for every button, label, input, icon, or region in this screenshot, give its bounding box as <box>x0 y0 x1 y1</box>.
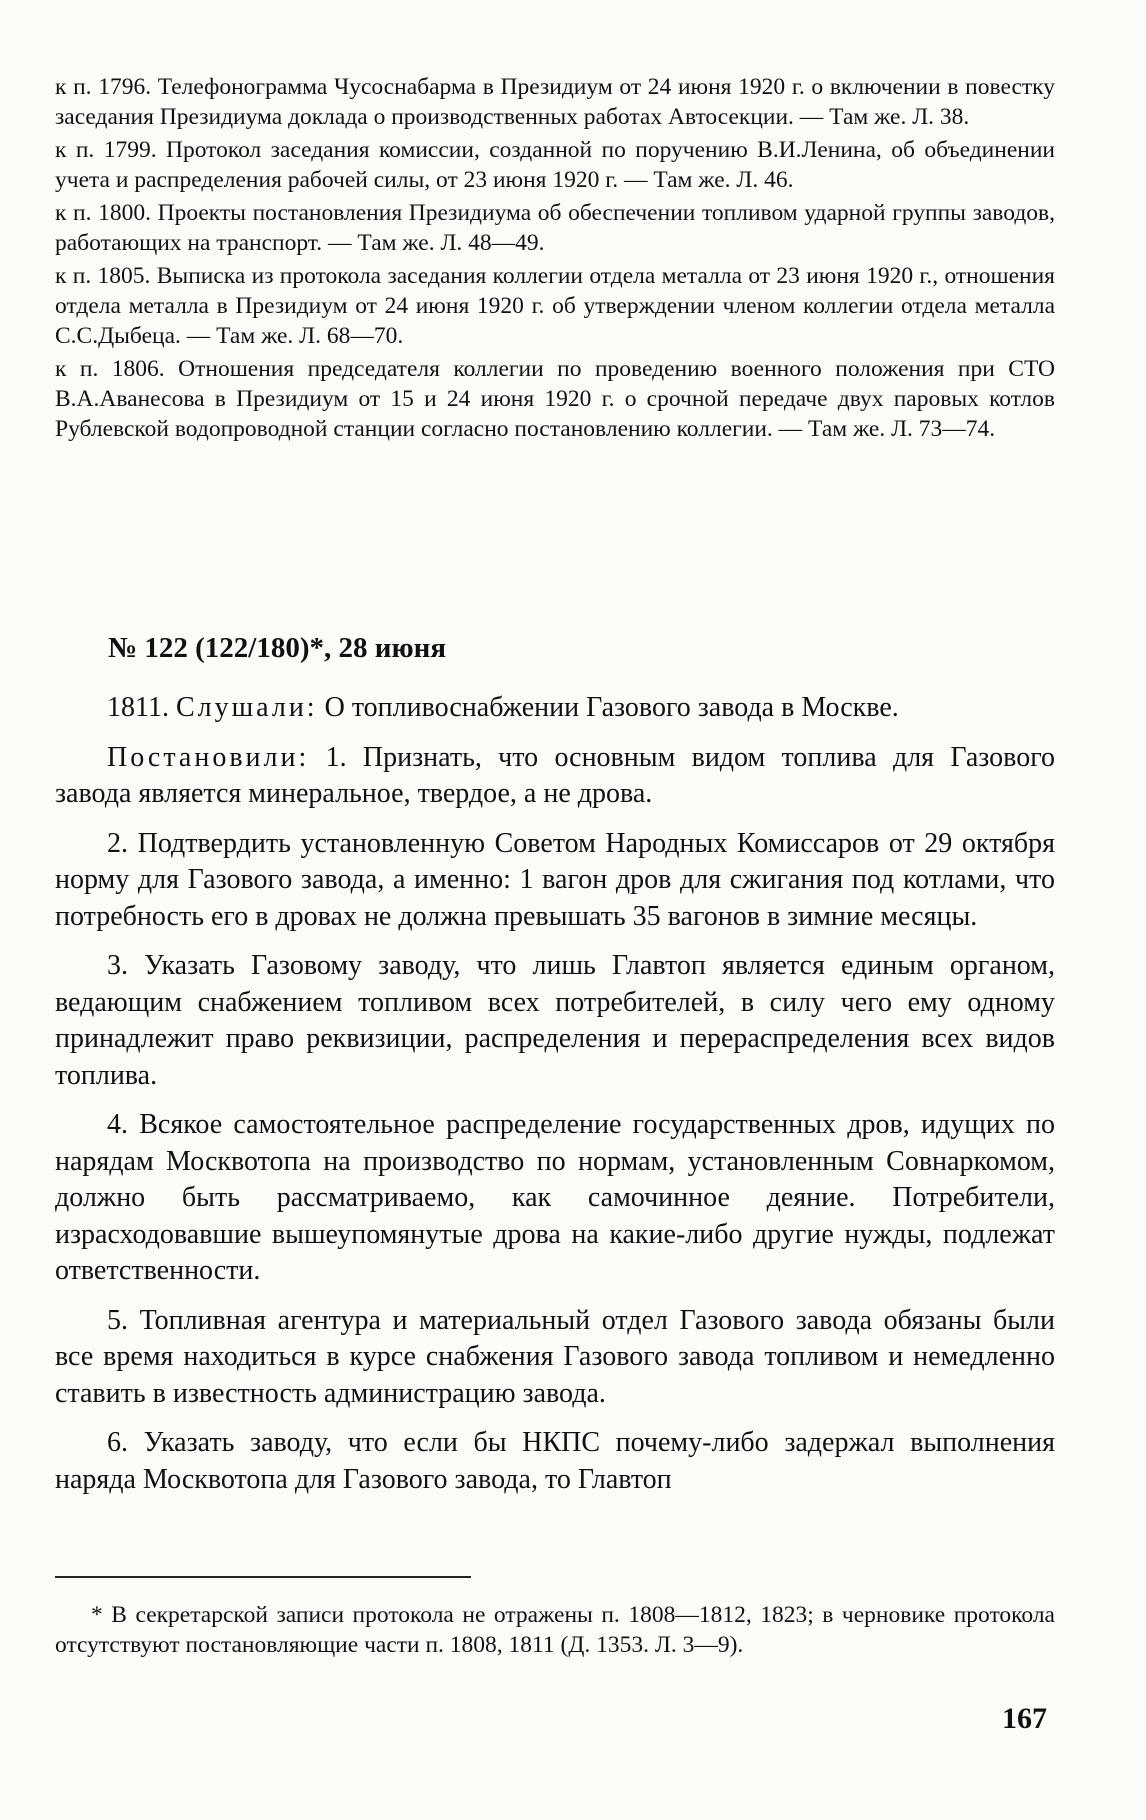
footnote <box>55 1600 1055 1660</box>
archival-note: к п. 1800. Проекты постановления Президиума об обеспечении топливом ударной группы заводов, работающих на транспорт. — Там же. Л. 48—49. <box>55 200 1055 256</box>
heard-label: Слушали: <box>175 692 318 723</box>
protocol-heading: № 122 (122/180)*, 28 июня <box>108 632 447 664</box>
heard-text: О топливоснабжении Газового завода в Москве. <box>324 692 899 723</box>
footnote-text: * В секретарской записи протокола не отражены п. 1808—1812, 1823; в черновике протокола отсутствуют постановляющие части п. 1808, 1811 (Д. 1353. Л. 3—9). <box>55 1602 1055 1658</box>
archival-note: к п. 1799. Протокол заседания комиссии, созданной по поручению В.И.Ленина, об объединении учета и распределения рабочей силы, от 23 июня 1920 г. — Там же. Л. 46. <box>55 137 1055 193</box>
resolved-point: 3. Указать Газовому заводу, что лишь Главтоп является единым органом, ведающим снабжением топливом всех потребителей, в силу чего ему одному принадлежит право реквизиции, распределения и перераспределения всех видов топлива. <box>55 950 1055 1091</box>
resolved-point: 5. Топливная агентура и материальный отдел Газового завода обязаны были все время находиться в курсе снабжения Газового завода топливом и немедленно ставить в известность администрацию завода. <box>55 1304 1055 1409</box>
footnote-divider <box>55 1576 471 1578</box>
resolved-point: 6. Указать заводу, что если бы НКПС почему-либо задержал выполнения наряда Москвотопа для Газового завода, то Главтоп <box>55 1427 1055 1495</box>
resolved-point: 1. Признать, что основным видом топлива для Газового завода является минеральное, твердое, а не дрова. <box>55 741 1055 809</box>
archival-note: к п. 1796. Телефонограмма Чусоснабарма в Президиум от 24 июня 1920 г. о включении в повестку заседания Президиума доклада о производственных работах Автосекции. — Там же. Л. 38. <box>55 74 1055 130</box>
archival-note: к п. 1806. Отношения председателя коллегии по проведению военного положения при СТО В.А.Аванесова в Президиум от 15 и 24 июня 1920 г. о срочной передаче двух паровых котлов Рублевской водопроводной станции согласно постановлению коллегии. — Там же. Л. 73—74. <box>55 356 1055 442</box>
archival-note: к п. 1805. Выписка из протокола заседания коллегии отдела металла от 23 июня 1920 г., отношения отдела металла в Президиум от 24 июня 1920 г. об утверждении членом коллегии отдела металла С.С.Дыбеца. — Там же. Л. 68—70. <box>55 263 1055 349</box>
resolved-point: 2. Подтвердить установленную Советом Народных Комиссаров от 29 октября норму для Газового завода, а именно: 1 вагон дров для сжигания под котлами, что потребность его в дровах не должна превышать 35 вагонов в зимние месяцы. <box>55 827 1055 932</box>
heard-paragraph <box>55 690 1055 727</box>
item-number: 1811. <box>107 692 169 723</box>
protocol-body <box>55 690 1055 1511</box>
page-number: 167 <box>1002 1702 1047 1735</box>
resolved-label: Постановили: <box>107 741 310 773</box>
archival-notes <box>55 72 1055 447</box>
resolved-paragraph <box>55 740 1055 813</box>
resolved-point: 4. Всякое самостоятельное распределение государственных дров, идущих по нарядам Москвотопа на производство по нормам, установленным Совнаркомом, должно быть рассматриваемо, как самочинное деяние. Потребители, израсходовавшие вышеупомянутые дрова на какие-либо другие нужды, подлежат ответственности. <box>55 1109 1055 1286</box>
